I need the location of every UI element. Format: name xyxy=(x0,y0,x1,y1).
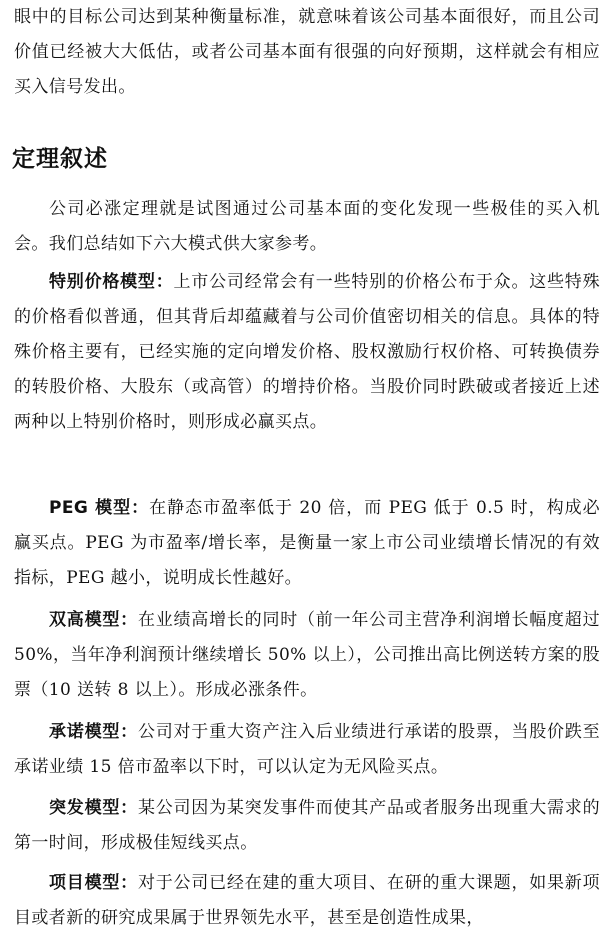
model-text: 上市公司经常会有一些特别的价格公布于众。这些特殊的价格看似普通，但其背后却蕴藏着与公司价值密切相关的信息。具体的特殊价格主要有，已经实施的定向增发价格、股权激励行权价格、可转换债券的转股价格、大股东（或高管）的增持价格。当股价同时跌破或者接近上述两种以上特别价格时，则形成必赢买点。 xyxy=(14,272,600,432)
model-term: 突发模型： xyxy=(49,798,138,818)
model-term: PEG 模型： xyxy=(49,498,150,518)
model-text: 某公司因为某突发事件而使其产品或者服务出现重大需求的第一时间，形成极佳短线买点。 xyxy=(14,798,600,853)
model-text: 在业绩高增长的同时（前一年公司主营净利润增长幅度超过 50%，当年净利润预计继续增长 50% 以上），公司推出高比例送转方案的股票（10 送转 8 以上）。形成必涨条件。 xyxy=(14,610,600,700)
model-paragraph-special-price xyxy=(14,265,600,440)
model-term: 双高模型： xyxy=(49,610,138,630)
overview-paragraph: 公司必涨定理就是试图通过公司基本面的变化发现一些极佳的买入机会。我们总结如下六大模式供大家参考。 xyxy=(14,199,600,254)
model-paragraph-commitment xyxy=(14,715,600,785)
model-text: 公司对于重大资产注入后业绩进行承诺的股票，当股价跌至承诺业绩 15 倍市盈率以下时，可以认定为无风险买点。 xyxy=(14,722,600,777)
model-term: 承诺模型： xyxy=(49,722,138,742)
model-paragraph-peg xyxy=(14,491,600,596)
model-paragraph-double-high xyxy=(14,603,600,708)
model-paragraph-project xyxy=(14,866,600,936)
model-term: 项目模型： xyxy=(49,873,138,893)
model-term: 特别价格模型： xyxy=(49,272,174,292)
model-text: 在静态市盈率低于 20 倍，而 PEG 低于 0.5 时，构成必赢买点。PEG 为市盈率/增长率，是衡量一家上市公司业绩增长情况的有效指标，PEG 越小，说明成长性越好。 xyxy=(14,498,600,588)
model-text: 对于公司已经在建的重大项目、在研的重大课题，如果新项目或者新的研究成果属于世界领先水平，甚至是创造性成果， xyxy=(14,873,600,928)
section-title: 定理叙述 xyxy=(12,146,108,172)
model-paragraph-sudden-event xyxy=(14,791,600,861)
intro-continuation-paragraph: 眼中的目标公司达到某种衡量标准，就意味着该公司基本面很好，而且公司价值已经被大大低估，或者公司基本面有很强的向好预期，这样就会有相应买入信号发出。 xyxy=(14,7,600,97)
